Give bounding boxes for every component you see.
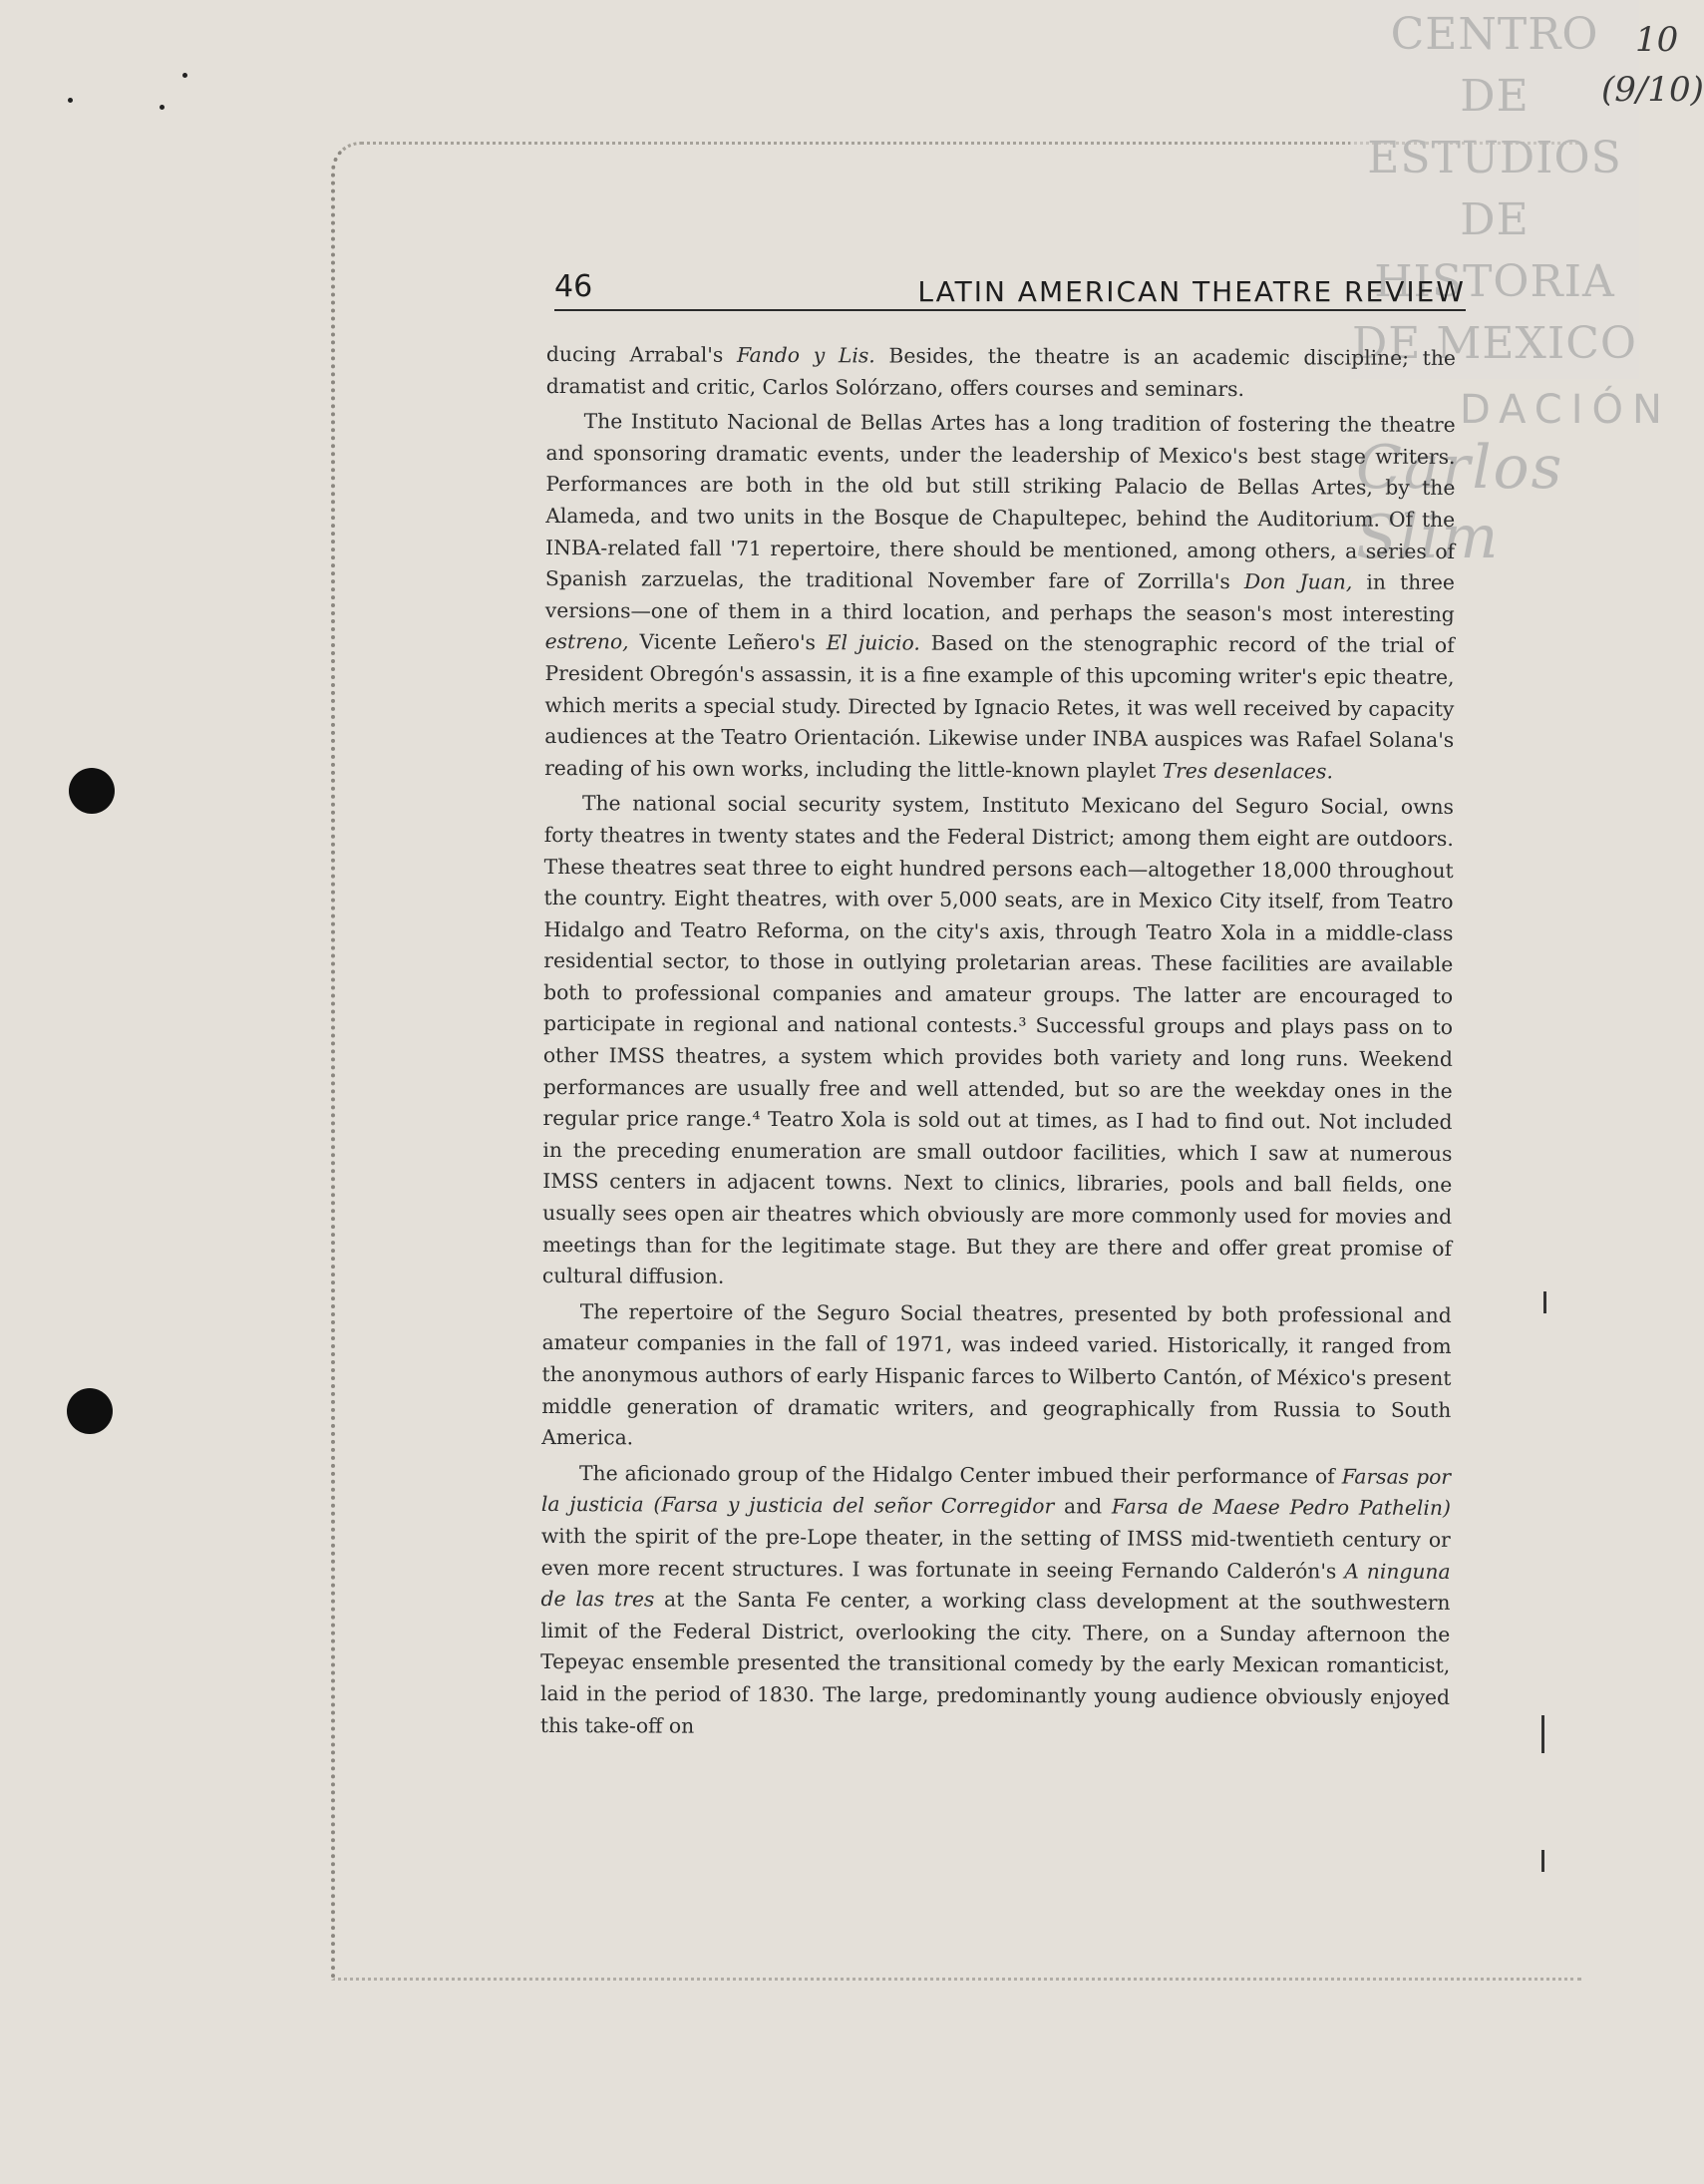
text-run: in three versions—one of them in a third location, and perhaps the season's most interesting <box>544 569 1455 626</box>
ink-speck <box>160 105 165 110</box>
italic-title: Tres desenlaces. <box>1162 758 1333 784</box>
text-run: at the Santa Fe center, a working class development at the southwestern limit of the Federal District, overlooking the city. There, on a Sunday afternoon the Tepeyac ensemble presented the transitional comedy by the early Mexican romanticist, laid in the period of 1830. The large, predominantly young audience obviously enjoyed this take-off on <box>539 1587 1451 1738</box>
margin-mark <box>1543 1291 1546 1313</box>
text-run: with the spirit of the pre-Lope theater, in the setting of IMSS mid-twentieth century or even more recent structures. I was fortunate in seeing Fernando Calderón's <box>540 1523 1451 1584</box>
text-run: The repertoire of the Seguro Social theatres, presented by both professional and amateur companies in the fall of 1971, was indeed varied. Historically, it ranged from the anonymous authors of early Hispanic farces to Wilberto Cantón, of México's present middle generation of dramatic writers, and geographically from Russia to South America. <box>541 1298 1452 1450</box>
margin-mark <box>1541 1850 1544 1872</box>
pencil-note: 10 <box>1635 20 1679 60</box>
stamp-fundacion: DACIÓN <box>1460 387 1671 433</box>
italic-title: Fando y Lis. <box>736 342 875 368</box>
text-run: Vicente Leñero's <box>628 629 827 655</box>
paragraph <box>540 1458 1451 1745</box>
text-run: The Instituto Nacional de Bellas Artes has a long tradition of fostering the theatre and sponsoring dramatic events, under the leadership of Mexico's best stage writers. Performances are both in the old but still striking Palacio de Bellas Artes, by the Alameda, and two units in the Bosque de Chapultepec, behind the Auditorium. Of the INBA-related fall '71 repertoire, there should be mentioned, among others, a series of Spanish zarzuelas, the traditional November fare of Zorrilla's <box>544 409 1456 594</box>
punch-hole <box>67 1388 113 1434</box>
paragraph <box>546 339 1456 406</box>
text-run: The aficionado group of the Hidalgo Center imbued their performance of <box>578 1460 1342 1489</box>
text-run: and <box>1054 1494 1112 1519</box>
text-run: Based on the stenographic record of the trial of President Obregón's assassin, it is a fine example of this upcoming writer's epic theatre, which merits a special study. Directed by Ignacio Retes, it was well received by capacity audiences at the Teatro Orientación. Likewise under INBA auspices was Rafael Solana's reading of his own works, including the little-known playlet <box>544 630 1455 783</box>
ink-speck <box>68 98 73 103</box>
journal-title: LATIN AMERICAN THEATRE REVIEW <box>917 275 1466 308</box>
ink-speck <box>182 73 187 78</box>
punch-hole <box>69 768 115 814</box>
paragraph <box>541 1296 1452 1458</box>
text-run: Besides, the theatre is an academic discipline; the dramatist and critic, Carlos Solórzano, offers courses and seminars. <box>545 343 1456 401</box>
margin-mark <box>1541 1715 1544 1753</box>
italic-title: Farsa de Maese Pedro Pathelin) <box>1111 1494 1451 1521</box>
text-run: The national social security system, Instituto Mexicano del Seguro Social, owns forty theatres in twenty states and the Federal District; among them eight are outdoors. These theatres seat three to eight hundred persons each—altogether 18,000 throughout the country. Eight theatres, with over 5,000 seats, are in Mexico City itself, from Teatro Hidalgo and Teatro Reforma, on the city's axis, through Teatro Xola in a middle-class residential sector, to those in outlying proletarian areas. These facilities are available both to professional companies and amateur groups. The latter are encouraged to participate in regional and national contests.³ Successful groups and plays pass on to other IMSS theatres, a system which provides both variety and long runs. Weekend performances are usually free and well attended, but so are the weekday ones in the regular price range.⁴ Teatro Xola is sold out at times, as I had to find out. Not included in the preceding enumeration are small outdoor facilities, which I saw at numerous IMSS centers in adjacent towns. Next to clinics, libraries, pools and ball fields, one usually sees open air theatres which obviously are more commonly used for movies and meetings than for the legitimate stage. But they are there and offer great promise of cultural diffusion. <box>541 791 1455 1289</box>
page-number: 46 <box>554 269 593 304</box>
paragraph <box>544 406 1456 788</box>
stamp-line: ESTUDIOS <box>1367 133 1622 183</box>
pencil-note: (9/10) <box>1601 70 1704 110</box>
stamp-line: DE MEXICO <box>1352 318 1637 369</box>
paragraph <box>542 788 1454 1295</box>
italic-title: El juicio. <box>826 630 920 655</box>
italic-title: Farsas por la justicia (Farsa y justicia del señor Corregidor <box>540 1464 1452 1519</box>
italic-title: estreno, <box>544 629 629 654</box>
article-body <box>540 339 1456 1749</box>
stamp-signature: Carlos Slim <box>1356 433 1564 572</box>
stamp-line: DE HISTORIA <box>1374 194 1615 307</box>
text-run: ducing Arrabal's <box>545 341 738 367</box>
italic-title: Don Juan, <box>1243 569 1353 594</box>
italic-title: A ninguna de las tres <box>540 1559 1451 1612</box>
stamp-line: CENTRO DE <box>1390 9 1599 122</box>
running-header <box>554 269 1466 311</box>
